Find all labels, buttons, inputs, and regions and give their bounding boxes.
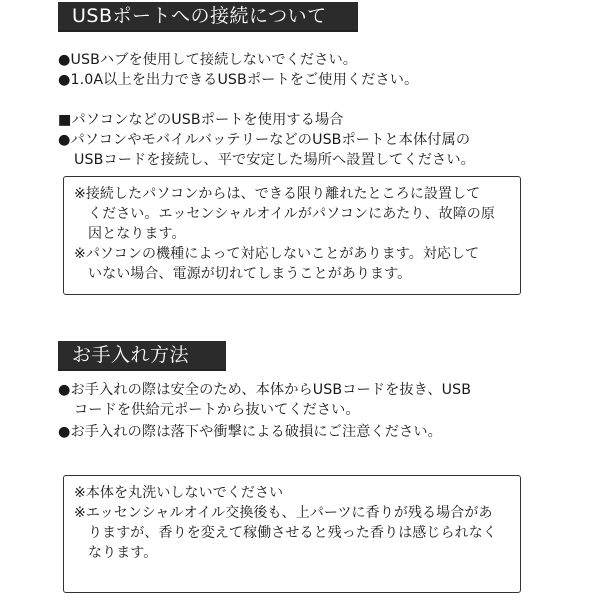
care-note-line: ※エッセンシャルオイル交換後も、上パーツに香りが残る場合があ	[74, 505, 493, 521]
usb-section-title: USBポートへの接続について	[58, 2, 358, 30]
care-bullet-unplug-line2: コードを供給元ポートから抜いてください。	[74, 402, 360, 418]
usb-note-line: ※パソコンの機種によって対応しないことがあります。対応して	[74, 246, 480, 262]
usb-section-header	[58, 2, 358, 32]
pc-usb-bullet-line1: ●パソコンやモバイルバッテリーなどのUSBポートと本体付属の	[58, 132, 471, 148]
care-note-box	[63, 475, 521, 593]
care-bullet-unplug-line1: ●お手入れの際は安全のため、本体からUSBコードを抜き、USB	[58, 382, 472, 398]
pc-usb-bullet-line2: USBコードを接続し、平で安定した場所へ設置してください。	[74, 152, 475, 168]
usb-note-line: ください。エッセンシャルオイルがパソコンにあたり、故障の原	[88, 206, 496, 222]
care-note-line: なります。	[88, 545, 158, 561]
pc-usb-heading: ■パソコンなどのUSBポートを使用する場合	[58, 112, 344, 128]
care-section-header	[58, 341, 226, 371]
usb-bullet-output: ●1.0A以上を出力できるUSBポートをご使用ください。	[58, 72, 419, 88]
usb-note-line: ※接続したパソコンからは、できる限り離れたところに設置して	[74, 186, 481, 202]
care-note-line: りますが、香りを変えて稼働させると残った香りは感じられなく	[88, 525, 497, 541]
usb-note-box	[63, 176, 521, 295]
usb-bullet-hub: ●USBハブを使用して接続しないでください。	[58, 52, 358, 68]
usb-note-line: いない場合、電源が切れてしまうことがあります。	[88, 266, 412, 282]
care-note-line: ※本体を丸洗いしないでください	[74, 485, 284, 501]
care-bullet-drop: ●お手入れの際は落下や衝撃による破損にご注意ください。	[58, 424, 442, 440]
care-section-title: お手入れ方法	[58, 341, 226, 369]
usb-note-line: 因となります。	[88, 226, 186, 242]
